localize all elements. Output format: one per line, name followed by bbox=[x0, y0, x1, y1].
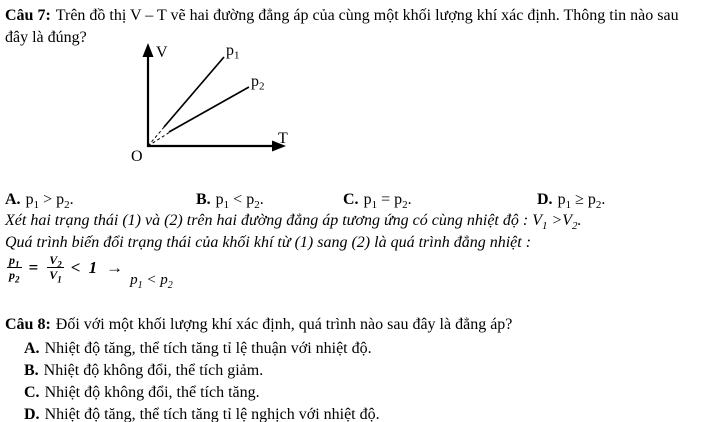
v-axis-arrow-icon bbox=[143, 43, 154, 57]
q8-text: Đối với một khối lượng khí xác định, quá trình nào sau đây là đẳng áp? bbox=[55, 316, 513, 333]
p2-line-label: $p_2$ bbox=[251, 73, 265, 93]
q8-option-a: A. Nhiệt độ tăng, thể tích tăng tỉ lệ thuận với nhiệt độ. bbox=[24, 340, 372, 357]
fraction-v2-v1: $\frac{V_2}{V_1}$ bbox=[49, 253, 62, 285]
q7-text: Trên đồ thị V – T vẽ hai đường đẳng áp của cùng một khối lượng khí xác định. Thông tin nào sau bbox=[55, 7, 679, 24]
p2-dashed-segment bbox=[148, 132, 170, 146]
q7-option-b: B. $p_1 < p_2$. bbox=[196, 191, 264, 212]
q8-label: Câu 8: bbox=[5, 316, 51, 333]
origin-label: O bbox=[131, 148, 143, 165]
q7-label: Câu 7: bbox=[5, 7, 51, 24]
isobar-p2-line bbox=[169, 87, 249, 132]
v-axis-label: V bbox=[156, 44, 168, 61]
q7-option-c: C. $p_1 = p_2$. bbox=[343, 191, 412, 212]
q7-option-a: A. $p_1 > p_2$. bbox=[5, 191, 74, 212]
q7-option-d: D. $p_1 \ge p_2$. bbox=[537, 191, 606, 212]
q7-explanation-line2: Quá trình biến đổi trạng thái của khối khí từ (1) sang (2) là quá trình đẳng nhiệt : bbox=[5, 234, 532, 251]
isobar-p1-line bbox=[164, 57, 224, 127]
q8-option-b: B. Nhiệt độ không đổi, thể tích giảm. bbox=[24, 362, 264, 379]
p1-dashed-segment bbox=[148, 126, 165, 146]
q7-question-line2: đây là đúng? bbox=[5, 29, 87, 46]
q7-explanation-line1: Xét hai trạng thái (1) và (2) trên hai đường đẳng áp tương ứng có cùng nhiệt độ : $V_1 >V_2$. bbox=[5, 212, 582, 233]
t-axis-label: T bbox=[278, 130, 288, 147]
q8-option-c: C. Nhiệt độ không đổi, thể tích tăng. bbox=[24, 384, 260, 401]
implies-arrow-icon: → bbox=[106, 258, 124, 278]
equals-sign: = bbox=[28, 258, 41, 278]
p1-line-label: $p_1$ bbox=[226, 42, 240, 62]
fraction-p1-p2: $\frac{p_1}{p_2}$ bbox=[9, 253, 20, 285]
less-than-one: < 1 bbox=[70, 258, 100, 278]
q7-question-line1 bbox=[5, 5, 679, 26]
vt-diagram bbox=[127, 40, 299, 168]
q8-option-d: D. Nhiệt độ tăng, thể tích tăng tỉ lệ nghịch với nhiệt độ. bbox=[24, 406, 380, 422]
q7-formula bbox=[7, 253, 173, 292]
formula-result: $p_1 < p_2$ bbox=[130, 272, 173, 292]
q8-question bbox=[5, 314, 512, 335]
